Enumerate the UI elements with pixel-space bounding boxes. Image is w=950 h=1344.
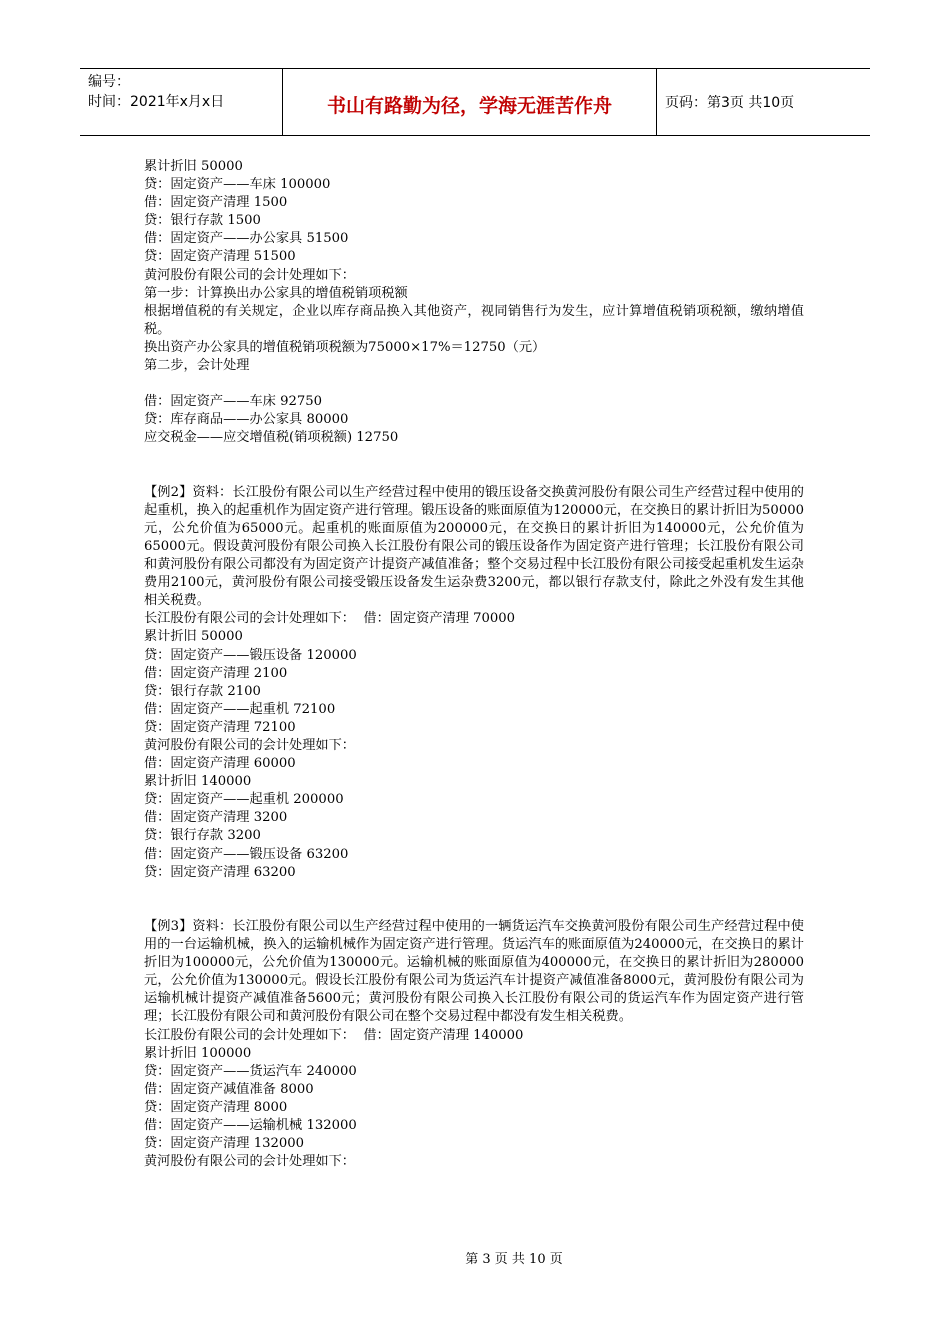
block1: [144, 158, 804, 375]
text-line: 借：固定资产减值准备 8000: [144, 1081, 314, 1097]
text-line: 累计折旧 140000: [144, 774, 252, 790]
text-line: 贷：固定资产——货运汽车 240000: [144, 1063, 357, 1079]
text-line: 黄河股份有限公司的会计处理如下：: [144, 1154, 355, 1170]
text-line: 贷：固定资产清理 132000: [144, 1136, 305, 1152]
header-meta: [80, 69, 283, 135]
text-line: 贷：固定资产清理 63200: [144, 864, 296, 880]
vat-rule-paragraph: 根据增值税的有关规定，企业以库存商品换入其他资产，视同销售行为发生，应计算增值税销项税额，缴纳增值税。: [144, 303, 804, 337]
page-footer: 第 3 页 共 10 页: [465, 1252, 563, 1267]
text-line: 换出资产办公家具的增值税销项税额为75000×17%＝12750（元）: [144, 339, 546, 355]
text-line: 累计折旧 50000: [144, 159, 243, 174]
text-line: 贷：银行存款 3200: [144, 828, 261, 844]
header-motto: 书山有路勤为径，学海无涯苦作舟: [283, 69, 657, 135]
block2: [144, 393, 804, 447]
text-line: 借：固定资产——办公家具 51500: [144, 231, 349, 247]
text-line: 借：固定资产清理 60000: [144, 756, 296, 772]
text-line: 贷：固定资产清理 72100: [144, 719, 296, 735]
text-line: 贷：库存商品——办公家具 80000: [144, 412, 349, 428]
text-line: 借：固定资产——车床 92750: [144, 394, 323, 410]
example-3: [144, 918, 804, 1171]
text-line: 借：固定资产——运输机械 132000: [144, 1117, 357, 1133]
text-line: 借：固定资产——起重机 72100: [144, 701, 336, 717]
header-page-info: 页码：第3页 共10页: [665, 95, 795, 111]
text-line: 贷：固定资产——起重机 200000: [144, 792, 344, 808]
text-line: 借：固定资产——锻压设备 63200: [144, 846, 349, 862]
example-2-paragraph: 【例2】资料：长江股份有限公司以生产经营过程中使用的锻压设备交换黄河股份有限公司生产经营过程中使用的起重机，换入的起重机作为固定资产进行管理。锻压设备的账面原值为120000元，在交换日的累计折旧为50000元，公允价值为65000元。起重机的账面原值为200000元，在交换日的累计折旧为140000元，公允价值为65000元。假设黄河股份有限公司换入长江股份有限公司的锻压设备作为固定资产进行管理；长江股份有限公司和黄河股份有限公司都没有为固定资产计提资产减值准备；整个交易过程中长江股份有限公司接受起重机发生运杂费用2100元，黄河股份有限公司接受锻压设备发生运杂费3200元，都以银行存款支付，除此之外没有发生其他相关税费。: [144, 484, 804, 609]
page-header: [80, 68, 870, 136]
text-line: 第二步，会计处理: [144, 358, 250, 374]
date-line: 时间：2021年x月x日: [88, 94, 225, 110]
text-line: 借：固定资产清理 1500: [144, 195, 288, 211]
example-2: [144, 484, 804, 882]
text-line: 应交税金——应交增值税(销项税额) 12750: [144, 430, 399, 446]
text-line: 贷：银行存款 2100: [144, 683, 261, 699]
text-line: 累计折旧 50000: [144, 629, 243, 645]
text-line: 长江股份有限公司的会计处理如下： 借：固定资产清理 140000: [144, 1027, 524, 1043]
text-line: 贷：固定资产清理 8000: [144, 1099, 288, 1115]
text-line: 贷：固定资产清理 51500: [144, 249, 296, 265]
text-line: 黄河股份有限公司的会计处理如下：: [144, 738, 355, 753]
text-line: 贷：固定资产——车床 100000: [144, 177, 331, 193]
text-line: 第一步：计算换出办公家具的增值税销项税额: [144, 285, 408, 301]
text-line: 长江股份有限公司的会计处理如下： 借：固定资产清理 70000: [144, 611, 516, 627]
text-line: 累计折旧 100000: [144, 1045, 252, 1061]
text-line: 借：固定资产清理 3200: [144, 810, 288, 826]
document-body: [144, 158, 804, 1171]
text-line: 借：固定资产清理 2100: [144, 665, 288, 681]
example-3-paragraph: 【例3】资料：长江股份有限公司以生产经营过程中使用的一辆货运汽车交换黄河股份有限公司生产经营过程中使用的一台运输机械，换入的运输机械作为固定资产进行管理。货运汽车的账面原值为240000元，在交换日的累计折旧为100000元，公允价值为130000元。运输机械的账面原值为400000元，在交换日的累计折旧为280000元，公允价值为130000元。假设长江股份有限公司为货运汽车计提资产减值准备8000元，黄河股份有限公司为运输机械计提资产减值准备5600元；黄河股份有限公司换入长江股份有限公司的货运汽车作为固定资产进行管理；长江股份有限公司和黄河股份有限公司在整个交易过程中都没有发生相关税费。: [144, 918, 804, 1025]
number-label: 编号：: [88, 74, 130, 90]
text-line: 贷：固定资产——锻压设备 120000: [144, 647, 357, 663]
text-line: 黄河股份有限公司的会计处理如下：: [144, 267, 355, 283]
text-line: 贷：银行存款 1500: [144, 213, 261, 229]
